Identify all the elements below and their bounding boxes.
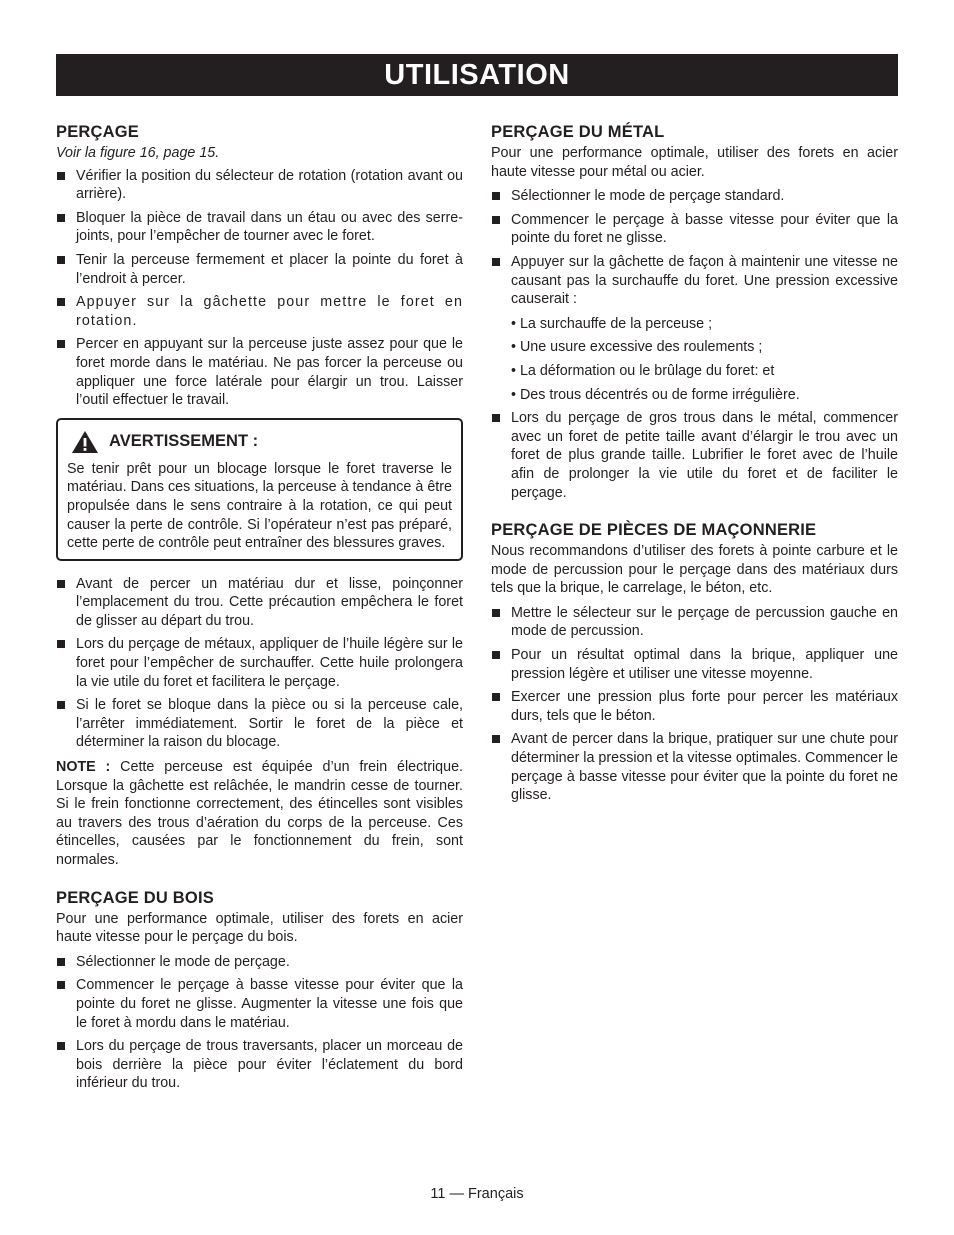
list-item: Lors du perçage de trous traversants, placer un morceau de bois derrière la pièce pour éviter l’éclatement du bord inférieur du trou. xyxy=(56,1037,463,1093)
warning-text: Se tenir prêt pour un blocage lorsque le foret traverse le matériau. Dans ces situations, la perceuse à tendance à être propulsée dans le sens contraire à la rotation, ce qui peut causer la perte de contrôle. Si l’opérateur n’est pas préparé, cette perte de contrôle peut entraîner des blessures graves. xyxy=(67,460,452,552)
list-item: Avant de percer un matériau dur et lisse, poinçonner l’emplacement du trou. Cette précaution empêchera le foret de glisser au départ du trou. xyxy=(56,575,463,631)
list-item: Lors du perçage de gros trous dans le métal, commencer avec un foret de petite taille avant d’élargir le trou avec un foret de plus grande taille. Lubrifier le foret avec de l’huile afin de prolonger la vie utile du foret et de faciliter le perçage. xyxy=(491,409,898,502)
warning-title: AVERTISSEMENT : xyxy=(109,432,259,451)
list-item: Commencer le perçage à basse vitesse pour éviter que la pointe du foret ne glisse. xyxy=(491,211,898,248)
metal-list-2 xyxy=(491,409,898,502)
page-title-banner xyxy=(56,54,898,96)
section-title-maconnerie: PERÇAGE DE PIÈCES DE MAÇONNERIE xyxy=(491,521,817,540)
maconnerie-intro: Nous recommandons d’utiliser des forets à pointe carbure et le mode de percussion pour le perçage dans des matériaux durs tels que la brique, le carrelage, le béton, etc. xyxy=(491,543,898,597)
list-item: Appuyer sur la gâchette pour mettre le foret en rotation. xyxy=(56,293,463,330)
warning-header xyxy=(67,430,452,454)
percage-list-2 xyxy=(56,575,463,752)
page-number: 11 — Français xyxy=(430,1186,524,1202)
list-item: Commencer le perçage à basse vitesse pour éviter que la pointe du foret ne glisse. Augmenter la vitesse une fois que le foret à mordu dans le matériau. xyxy=(56,976,463,1032)
list-item: Exercer une pression plus forte pour percer les matériaux durs, tels que le béton. xyxy=(491,688,898,725)
section-title-metal: PERÇAGE DU MÉTAL xyxy=(491,123,665,141)
list-item: Sélectionner le mode de perçage. xyxy=(56,953,463,972)
sub-list-item: • La surchauffe de la perceuse ; xyxy=(511,315,713,332)
section-title-bois: PERÇAGE DU BOIS xyxy=(56,888,214,907)
list-item: Sélectionner le mode de perçage standard. xyxy=(491,187,898,206)
figure-reference: Voir la figure 16, page 15. xyxy=(56,145,220,161)
list-item: Percer en appuyant sur la perceuse juste assez pour que le foret morde dans le matériau. Ne pas forcer la perceuse ou appliquer une force latérale pour élargir un trou. Laisser l’outil effectuer le travail. xyxy=(56,335,463,409)
section-bois xyxy=(56,888,463,1093)
sub-list-item: • La déformation ou le brûlage du foret: et xyxy=(511,362,775,379)
metal-intro: Pour une performance optimale, utiliser des forets en acier haute vitesse pour métal ou acier. xyxy=(491,145,898,180)
percage-list xyxy=(56,167,463,410)
list-item: Si le foret se bloque dans la pièce ou si la perceuse cale, l’arrêter immédiatement. Sortir le foret de la pièce et déterminer la raison du blocage. xyxy=(56,696,463,752)
sub-list-item: • Une usure excessive des roulements ; xyxy=(511,339,763,356)
sub-list-item: • Des trous décentrés ou de forme irrégulière. xyxy=(511,386,800,403)
list-item: Tenir la perceuse fermement et placer la pointe du foret à l’endroit à percer. xyxy=(56,251,463,288)
right-column xyxy=(491,122,898,811)
list-item: Appuyer sur la gâchette de façon à maintenir une vitesse ne causant pas la surchauffe du foret. Une pression excessive causerait : xyxy=(491,253,898,309)
metal-list xyxy=(491,187,898,309)
note-text: Cette perceuse est équipée d’un frein électrique. Lorsque la gâchette est relâchée, le mandrin cesse de tourner. Si le frein fonctionne correctement, des étincelles sont visibles au travers des trous d’aération du corps de la perceuse. Ces étincelles, causées par le fonctionnement du frein, sont normales. xyxy=(56,759,463,868)
note-paragraph xyxy=(56,758,463,870)
maconnerie-list xyxy=(491,604,898,805)
warning-box xyxy=(56,418,463,561)
bois-intro: Pour une performance optimale, utiliser des forets en acier haute vitesse pour le perçage du bois. xyxy=(56,910,463,946)
warning-triangle-icon xyxy=(71,430,99,454)
left-column xyxy=(56,122,463,1099)
list-item: Mettre le sélecteur sur le perçage de percussion gauche en mode de percussion. xyxy=(491,604,898,641)
section-maconnerie xyxy=(491,520,898,805)
list-item: Vérifier la position du sélecteur de rotation (rotation avant ou arrière). xyxy=(56,167,463,204)
page-footer xyxy=(0,1186,954,1202)
list-item: Lors du perçage de métaux, appliquer de l’huile légère sur le foret pour l’empêcher de surchauffer. Cette huile prolongera la vie utile du foret et facilitera le perçage. xyxy=(56,635,463,691)
list-item: Pour un résultat optimal dans la brique, appliquer une pression légère et utiliser une vitesse moyenne. xyxy=(491,646,898,683)
metal-sublist xyxy=(491,315,898,404)
bois-list xyxy=(56,953,463,1093)
page-title: UTILISATION xyxy=(384,59,570,91)
note-label: NOTE : xyxy=(56,759,111,776)
list-item: Avant de percer dans la brique, pratiquer sur une chute pour déterminer la pression et la vitesse optimales. Commencer le perçage à basse vitesse pour éviter que la pointe du foret ne glisse. xyxy=(491,730,898,804)
section-title-percage: PERÇAGE xyxy=(56,123,139,141)
list-item: Bloquer la pièce de travail dans un étau ou avec des serre-joints, pour l’empêcher de tourner avec le foret. xyxy=(56,209,463,246)
